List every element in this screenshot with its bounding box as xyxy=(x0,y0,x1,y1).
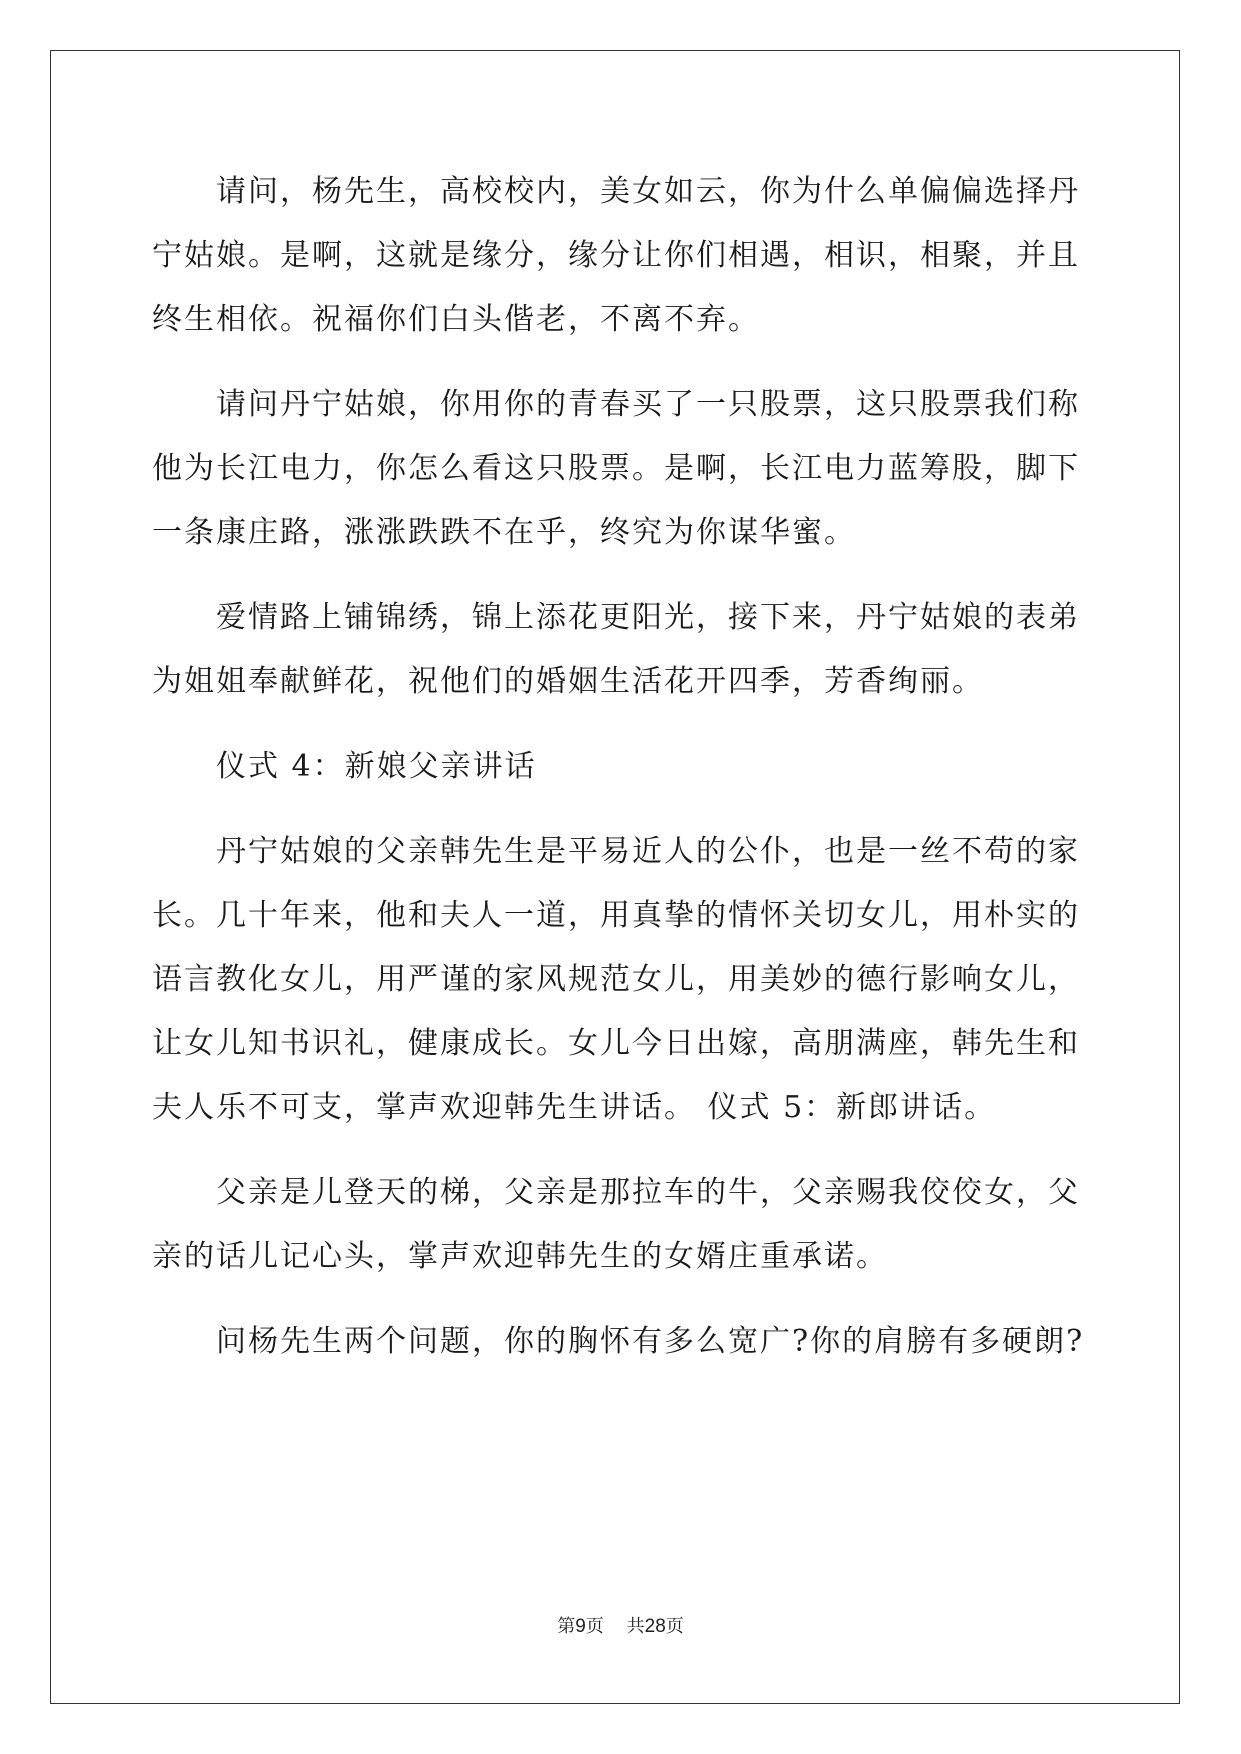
paragraph: 问杨先生两个问题，你的胸怀有多么宽广?你的肩膀有多硬朗? xyxy=(216,1324,1085,1359)
page-footer xyxy=(0,1612,1241,1638)
paragraph: 请问，杨先生，高校校内，美女如云，你为什么单偏偏选择丹宁姑娘。是啊，这就是缘分，缘分让你们相遇，相识，相聚，并且终生相依。祝福你们白头偕老，不离不弃。 xyxy=(152,174,1080,337)
page-prefix: 第 xyxy=(557,1616,576,1637)
paragraph: 爱情路上铺锦绣，锦上添花更阳光，接下来，丹宁姑娘的表弟为姐姐奉献鲜花，祝他们的婚姻生活花开四季，芳香绚丽。 xyxy=(152,600,1080,699)
page-separator: 页 共 xyxy=(585,1616,645,1637)
paragraph: 父亲是儿登天的梯，父亲是那拉车的牛，父亲赐我佼佼女，父亲的话儿记心头，掌声欢迎韩先生的女婿庄重承诺。 xyxy=(152,1175,1080,1274)
paragraph: 请问丹宁姑娘，你用你的青春买了一只股票，这只股票我们称他为长江电力，你怎么看这只股票。是啊，长江电力蓝筹股，脚下一条康庄路，涨涨跌跌不在乎，终究为你谋华蜜。 xyxy=(152,387,1080,550)
total-page-number: 28 xyxy=(644,1616,666,1637)
paragraph: 丹宁姑娘的父亲韩先生是平易近人的公仆，也是一丝不苟的家长。几十年来，他和夫人一道，用真挚的情怀关切女儿，用朴实的语言教化女儿，用严谨的家风规范女儿，用美妙的德行影响女儿，让女儿知书识礼，健康成长。女儿今日出嫁，高朋满座，韩先生和夫人乐不可支，掌声欢迎韩先生讲话。 仪式 5：新郎讲话。 xyxy=(152,834,1080,1125)
section-heading: 仪式 4：新娘父亲讲话 xyxy=(216,749,537,784)
document-body xyxy=(152,160,1092,1395)
current-page-number: 9 xyxy=(575,1616,586,1637)
page-suffix: 页 xyxy=(665,1616,684,1637)
